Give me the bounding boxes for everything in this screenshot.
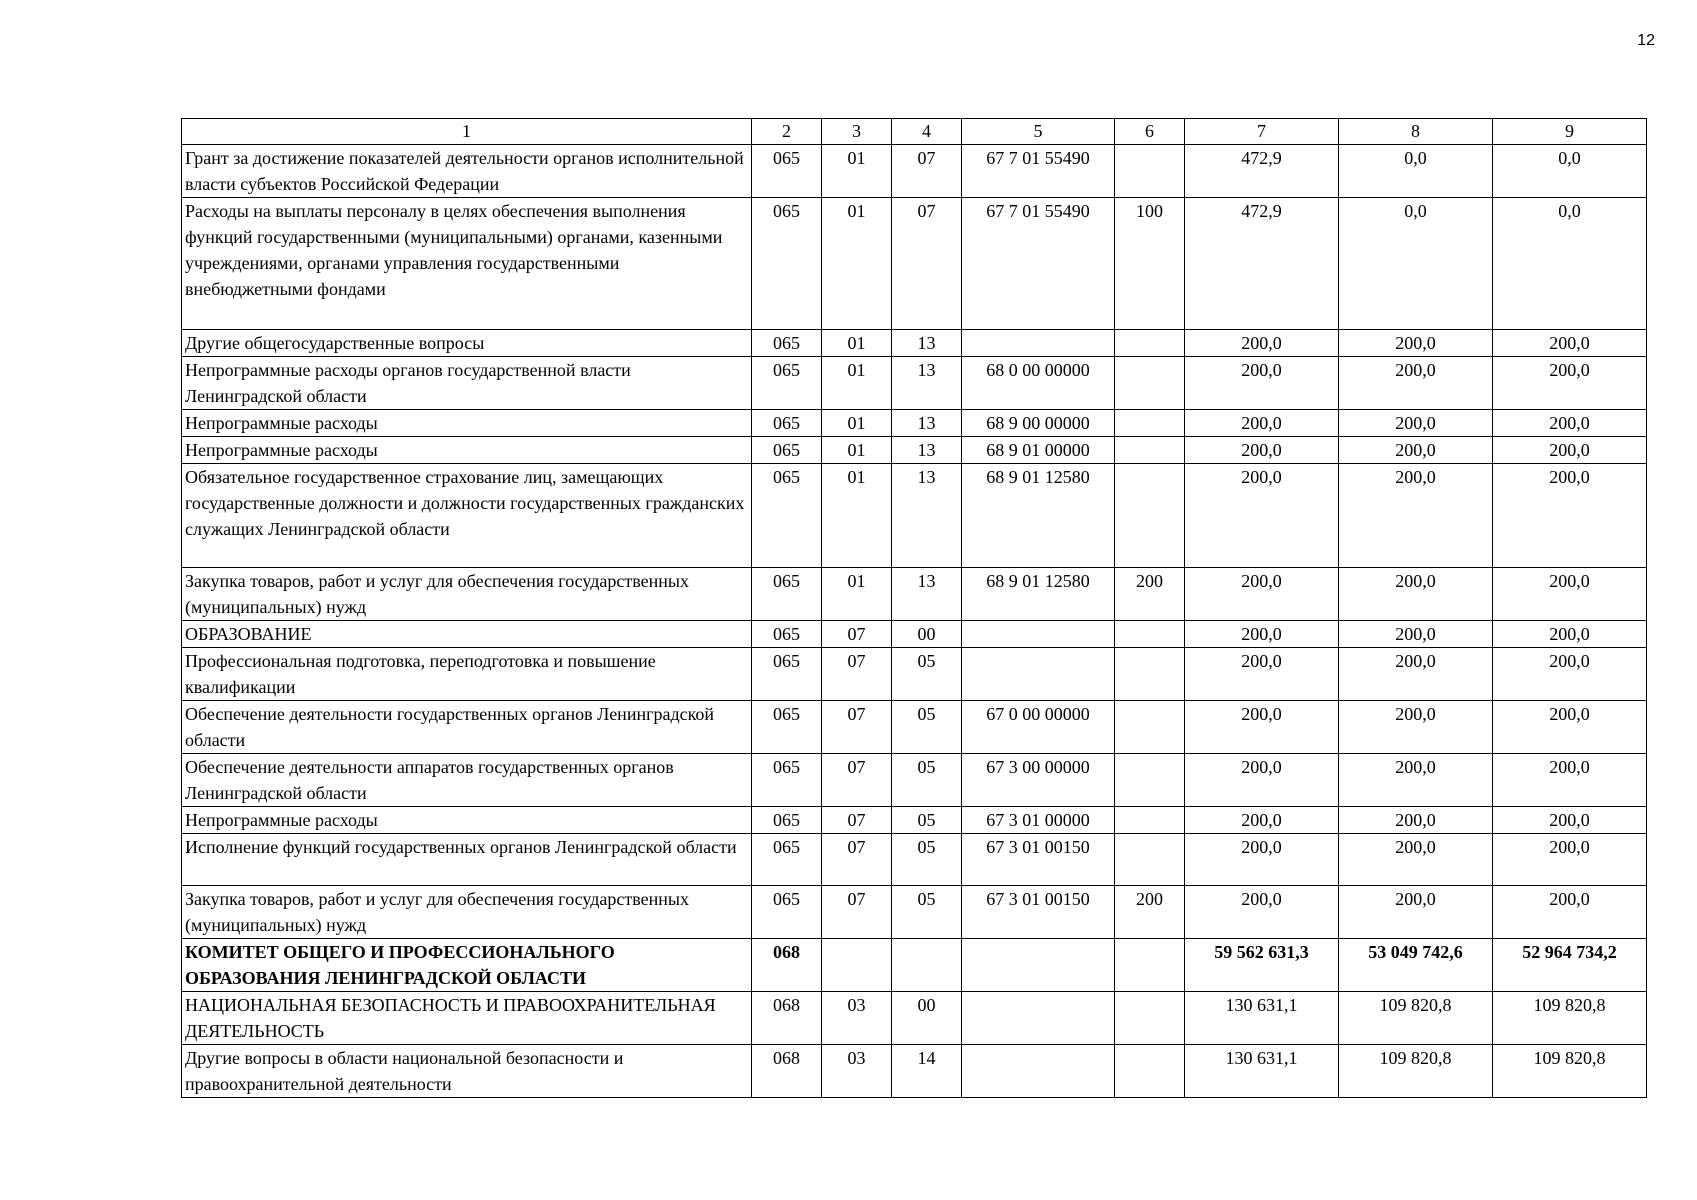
table-row	[182, 198, 1647, 330]
amount-col7-cell: 200,0	[1185, 410, 1339, 437]
section-cell: 03	[822, 992, 892, 1045]
target-article-cell: 67 3 01 00150	[962, 834, 1115, 886]
table-body	[182, 119, 1647, 1098]
amount-col9-cell: 200,0	[1493, 886, 1647, 939]
subsection-cell: 00	[892, 621, 962, 648]
amount-col7-cell: 130 631,1	[1185, 1045, 1339, 1098]
admin-code-cell: 065	[752, 464, 822, 568]
column-header-5: 5	[962, 119, 1115, 145]
amount-col9-cell: 52 964 734,2	[1493, 939, 1647, 992]
amount-col8-cell: 0,0	[1339, 145, 1493, 198]
column-header-8: 8	[1339, 119, 1493, 145]
expense-type-cell	[1115, 464, 1185, 568]
row-name-cell: Непрограммные расходы	[182, 410, 752, 437]
amount-col7-cell: 200,0	[1185, 807, 1339, 834]
amount-col9-cell: 200,0	[1493, 648, 1647, 701]
row-name-cell: Грант за достижение показателей деятельности органов исполнительной власти субъектов Российской Федерации	[182, 145, 752, 198]
target-article-cell: 67 7 01 55490	[962, 198, 1115, 330]
subsection-cell: 13	[892, 357, 962, 410]
subsection-cell: 05	[892, 754, 962, 807]
amount-col7-cell: 200,0	[1185, 834, 1339, 886]
table-row	[182, 145, 1647, 198]
amount-col9-cell: 200,0	[1493, 437, 1647, 464]
table-row	[182, 648, 1647, 701]
row-name-cell: НАЦИОНАЛЬНАЯ БЕЗОПАСНОСТЬ И ПРАВООХРАНИТЕЛЬНАЯ ДЕЯТЕЛЬНОСТЬ	[182, 992, 752, 1045]
table-row	[182, 621, 1647, 648]
admin-code-cell: 065	[752, 410, 822, 437]
target-article-cell: 68 9 01 12580	[962, 464, 1115, 568]
admin-code-cell: 068	[752, 939, 822, 992]
amount-col8-cell: 0,0	[1339, 198, 1493, 330]
subsection-cell: 13	[892, 464, 962, 568]
expense-type-cell	[1115, 807, 1185, 834]
table-row	[182, 886, 1647, 939]
target-article-cell: 68 9 01 00000	[962, 437, 1115, 464]
amount-col8-cell: 200,0	[1339, 621, 1493, 648]
admin-code-cell: 065	[752, 834, 822, 886]
admin-code-cell: 065	[752, 648, 822, 701]
amount-col7-cell: 130 631,1	[1185, 992, 1339, 1045]
row-name-cell: Исполнение функций государственных органов Ленинградской области	[182, 834, 752, 886]
admin-code-cell: 068	[752, 992, 822, 1045]
amount-col9-cell: 200,0	[1493, 568, 1647, 621]
section-cell: 07	[822, 807, 892, 834]
amount-col9-cell: 200,0	[1493, 754, 1647, 807]
amount-col8-cell: 200,0	[1339, 834, 1493, 886]
subsection-cell: 07	[892, 198, 962, 330]
row-name-cell: Закупка товаров, работ и услуг для обеспечения государственных (муниципальных) нужд	[182, 568, 752, 621]
expense-type-cell	[1115, 701, 1185, 754]
section-cell: 01	[822, 568, 892, 621]
amount-col7-cell: 200,0	[1185, 464, 1339, 568]
section-cell: 01	[822, 437, 892, 464]
amount-col9-cell: 200,0	[1493, 330, 1647, 357]
target-article-cell: 67 0 00 00000	[962, 701, 1115, 754]
expense-type-cell	[1115, 754, 1185, 807]
amount-col9-cell: 200,0	[1493, 807, 1647, 834]
subsection-cell: 14	[892, 1045, 962, 1098]
admin-code-cell: 065	[752, 754, 822, 807]
expense-type-cell: 200	[1115, 886, 1185, 939]
amount-col9-cell: 200,0	[1493, 701, 1647, 754]
column-header-3: 3	[822, 119, 892, 145]
subsection-cell: 05	[892, 807, 962, 834]
amount-col8-cell: 53 049 742,6	[1339, 939, 1493, 992]
section-cell: 03	[822, 1045, 892, 1098]
subsection-cell: 00	[892, 992, 962, 1045]
expense-type-cell: 200	[1115, 568, 1185, 621]
table-row	[182, 410, 1647, 437]
target-article-cell: 68 9 01 12580	[962, 568, 1115, 621]
amount-col8-cell: 200,0	[1339, 648, 1493, 701]
target-article-cell	[962, 621, 1115, 648]
admin-code-cell: 065	[752, 437, 822, 464]
target-article-cell: 67 3 01 00150	[962, 886, 1115, 939]
row-name-cell: Другие вопросы в области национальной безопасности и правоохранительной деятельности	[182, 1045, 752, 1098]
amount-col9-cell: 109 820,8	[1493, 1045, 1647, 1098]
table-row	[182, 807, 1647, 834]
expense-type-cell	[1115, 145, 1185, 198]
amount-col8-cell: 200,0	[1339, 807, 1493, 834]
column-header-4: 4	[892, 119, 962, 145]
target-article-cell: 67 7 01 55490	[962, 145, 1115, 198]
target-article-cell: 68 9 00 00000	[962, 410, 1115, 437]
expense-type-cell	[1115, 357, 1185, 410]
row-name-cell: ОБРАЗОВАНИЕ	[182, 621, 752, 648]
amount-col9-cell: 0,0	[1493, 145, 1647, 198]
row-name-cell: Расходы на выплаты персоналу в целях обеспечения выполнения функций государственными (муниципальными) органами, казенными учреждениями, органами управления государственными внебюджетными фондами	[182, 198, 752, 330]
row-name-cell: Непрограммные расходы органов государственной власти Ленинградской области	[182, 357, 752, 410]
amount-col8-cell: 109 820,8	[1339, 992, 1493, 1045]
row-name-cell: КОМИТЕТ ОБЩЕГО И ПРОФЕССИОНАЛЬНОГО ОБРАЗОВАНИЯ ЛЕНИНГРАДСКОЙ ОБЛАСТИ	[182, 939, 752, 992]
expense-type-cell	[1115, 410, 1185, 437]
subsection-cell	[892, 939, 962, 992]
target-article-cell	[962, 992, 1115, 1045]
table-row	[182, 330, 1647, 357]
subsection-cell: 05	[892, 834, 962, 886]
amount-col7-cell: 200,0	[1185, 330, 1339, 357]
target-article-cell	[962, 1045, 1115, 1098]
column-header-9: 9	[1493, 119, 1647, 145]
table-row	[182, 939, 1647, 992]
subsection-cell: 05	[892, 886, 962, 939]
expense-type-cell	[1115, 1045, 1185, 1098]
amount-col7-cell: 472,9	[1185, 145, 1339, 198]
amount-col7-cell: 200,0	[1185, 568, 1339, 621]
section-cell: 01	[822, 145, 892, 198]
admin-code-cell: 065	[752, 701, 822, 754]
amount-col7-cell: 59 562 631,3	[1185, 939, 1339, 992]
amount-col7-cell: 200,0	[1185, 886, 1339, 939]
table-row	[182, 357, 1647, 410]
section-cell: 07	[822, 648, 892, 701]
admin-code-cell: 065	[752, 886, 822, 939]
section-cell	[822, 939, 892, 992]
admin-code-cell: 065	[752, 807, 822, 834]
admin-code-cell: 068	[752, 1045, 822, 1098]
amount-col8-cell: 109 820,8	[1339, 1045, 1493, 1098]
amount-col8-cell: 200,0	[1339, 464, 1493, 568]
expense-type-cell	[1115, 330, 1185, 357]
expense-type-cell: 100	[1115, 198, 1185, 330]
table-row	[182, 754, 1647, 807]
amount-col9-cell: 109 820,8	[1493, 992, 1647, 1045]
target-article-cell	[962, 939, 1115, 992]
subsection-cell: 13	[892, 568, 962, 621]
amount-col7-cell: 200,0	[1185, 437, 1339, 464]
section-cell: 07	[822, 701, 892, 754]
admin-code-cell: 065	[752, 145, 822, 198]
section-cell: 01	[822, 464, 892, 568]
amount-col9-cell: 0,0	[1493, 198, 1647, 330]
header-row	[182, 119, 1647, 145]
subsection-cell: 07	[892, 145, 962, 198]
admin-code-cell: 065	[752, 330, 822, 357]
admin-code-cell: 065	[752, 198, 822, 330]
section-cell: 07	[822, 834, 892, 886]
subsection-cell: 13	[892, 410, 962, 437]
amount-col7-cell: 200,0	[1185, 754, 1339, 807]
amount-col9-cell: 200,0	[1493, 621, 1647, 648]
row-name-cell: Обязательное государственное страхование лиц, замещающих государственные должности и должности государственных гражданских служащих Ленинградской области	[182, 464, 752, 568]
table-row	[182, 1045, 1647, 1098]
amount-col8-cell: 200,0	[1339, 886, 1493, 939]
row-name-cell: Непрограммные расходы	[182, 807, 752, 834]
section-cell: 01	[822, 198, 892, 330]
amount-col7-cell: 200,0	[1185, 701, 1339, 754]
row-name-cell: Другие общегосударственные вопросы	[182, 330, 752, 357]
amount-col8-cell: 200,0	[1339, 568, 1493, 621]
section-cell: 07	[822, 886, 892, 939]
row-name-cell: Обеспечение деятельности аппаратов государственных органов Ленинградской области	[182, 754, 752, 807]
amount-col7-cell: 200,0	[1185, 357, 1339, 410]
amount-col8-cell: 200,0	[1339, 410, 1493, 437]
row-name-cell: Закупка товаров, работ и услуг для обеспечения государственных (муниципальных) нужд	[182, 886, 752, 939]
subsection-cell: 13	[892, 330, 962, 357]
row-name-cell: Обеспечение деятельности государственных органов Ленинградской области	[182, 701, 752, 754]
target-article-cell	[962, 330, 1115, 357]
target-article-cell: 67 3 01 00000	[962, 807, 1115, 834]
amount-col9-cell: 200,0	[1493, 357, 1647, 410]
admin-code-cell: 065	[752, 357, 822, 410]
subsection-cell: 05	[892, 648, 962, 701]
table-row	[182, 464, 1647, 568]
subsection-cell: 13	[892, 437, 962, 464]
subsection-cell: 05	[892, 701, 962, 754]
admin-code-cell: 065	[752, 621, 822, 648]
budget-table	[181, 118, 1647, 1098]
column-header-7: 7	[1185, 119, 1339, 145]
amount-col7-cell: 472,9	[1185, 198, 1339, 330]
expense-type-cell	[1115, 939, 1185, 992]
expense-type-cell	[1115, 437, 1185, 464]
table-row	[182, 834, 1647, 886]
column-header-1: 1	[182, 119, 752, 145]
section-cell: 01	[822, 330, 892, 357]
amount-col9-cell: 200,0	[1493, 834, 1647, 886]
expense-type-cell	[1115, 992, 1185, 1045]
amount-col8-cell: 200,0	[1339, 701, 1493, 754]
amount-col8-cell: 200,0	[1339, 754, 1493, 807]
target-article-cell: 68 0 00 00000	[962, 357, 1115, 410]
expense-type-cell	[1115, 834, 1185, 886]
amount-col7-cell: 200,0	[1185, 648, 1339, 701]
amount-col9-cell: 200,0	[1493, 464, 1647, 568]
table-row	[182, 992, 1647, 1045]
expense-type-cell	[1115, 621, 1185, 648]
section-cell: 01	[822, 410, 892, 437]
table-row	[182, 701, 1647, 754]
admin-code-cell: 065	[752, 568, 822, 621]
row-name-cell: Профессиональная подготовка, переподготовка и повышение квалификации	[182, 648, 752, 701]
amount-col9-cell: 200,0	[1493, 410, 1647, 437]
row-name-cell: Непрограммные расходы	[182, 437, 752, 464]
column-header-2: 2	[752, 119, 822, 145]
amount-col8-cell: 200,0	[1339, 437, 1493, 464]
section-cell: 01	[822, 357, 892, 410]
amount-col8-cell: 200,0	[1339, 330, 1493, 357]
page-number: 12	[1637, 32, 1655, 49]
table-row	[182, 437, 1647, 464]
section-cell: 07	[822, 621, 892, 648]
section-cell: 07	[822, 754, 892, 807]
target-article-cell: 67 3 00 00000	[962, 754, 1115, 807]
target-article-cell	[962, 648, 1115, 701]
amount-col7-cell: 200,0	[1185, 621, 1339, 648]
amount-col8-cell: 200,0	[1339, 357, 1493, 410]
column-header-6: 6	[1115, 119, 1185, 145]
expense-type-cell	[1115, 648, 1185, 701]
table-row	[182, 568, 1647, 621]
